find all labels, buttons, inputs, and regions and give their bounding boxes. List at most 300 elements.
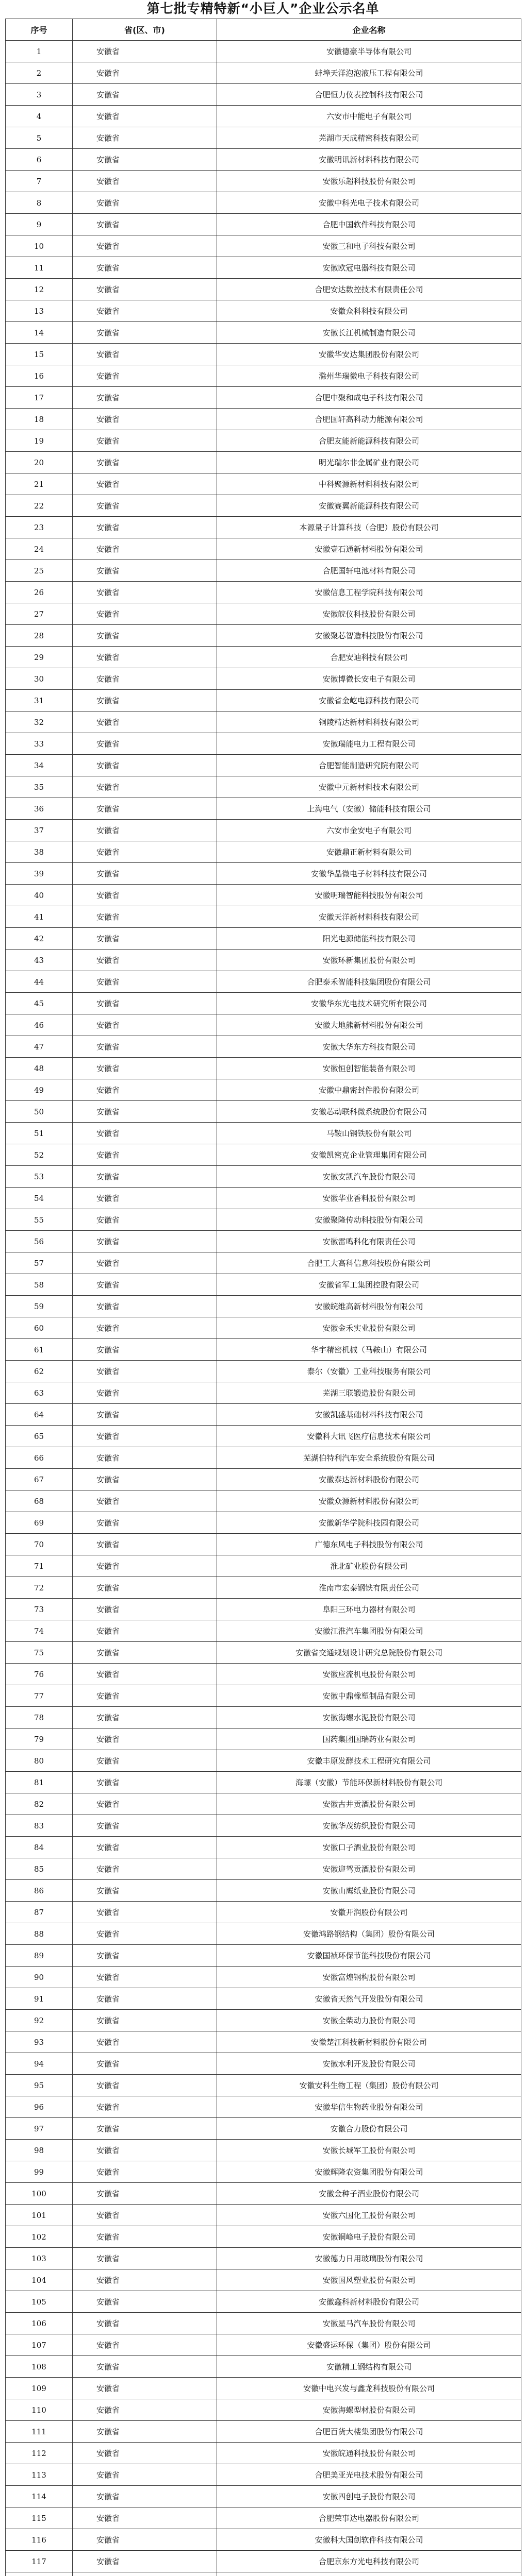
row-index: 99 <box>6 2161 73 2183</box>
table-row <box>6 1664 521 1685</box>
row-region: 安徽省 <box>73 538 217 560</box>
table-row <box>6 214 521 235</box>
table-row <box>6 863 521 885</box>
table-row <box>6 820 521 841</box>
row-index: 62 <box>6 1361 73 1382</box>
row-index: 92 <box>6 2010 73 2031</box>
row-company-name: 中科聚源新材料科技有限公司 <box>217 473 521 495</box>
row-index: 44 <box>6 971 73 993</box>
row-company-name: 安徽全柴动力股份有限公司 <box>217 2010 521 2031</box>
row-index: 71 <box>6 1555 73 1577</box>
table-row <box>6 106 521 127</box>
row-region: 安徽省 <box>73 387 217 409</box>
document-title: 第七批专精特新“小巨人”企业公示名单 <box>146 1 380 16</box>
row-index: 8 <box>6 192 73 214</box>
row-index: 2 <box>6 62 73 84</box>
table-row <box>6 1123 521 1144</box>
table-row <box>6 344 521 365</box>
row-index: 52 <box>6 1144 73 1166</box>
row-region: 安徽省 <box>73 1685 217 1707</box>
table-row <box>6 733 521 755</box>
table-row <box>6 2053 521 2075</box>
row-region: 安徽省 <box>73 2031 217 2053</box>
row-index: 22 <box>6 495 73 517</box>
table-row <box>6 517 521 538</box>
row-index: 91 <box>6 1988 73 2010</box>
row-company-name: 安徽丰原发酵技术工程研究有限公司 <box>217 1750 521 1772</box>
row-company-name: 安徽合力股份有限公司 <box>217 2118 521 2140</box>
row-company-name: 安徽海螺水泥股份有限公司 <box>217 1707 521 1728</box>
row-index: 86 <box>6 1880 73 1902</box>
row-company-name: 安徽恒创智能装备有限公司 <box>217 1058 521 1079</box>
row-region: 安徽省 <box>73 2507 217 2529</box>
table-row <box>6 1252 521 1274</box>
row-index: 110 <box>6 2399 73 2421</box>
row-company-name: 安徽富煌钢构股份有限公司 <box>217 1967 521 1988</box>
table-row <box>6 1750 521 1772</box>
row-index: 18 <box>6 409 73 430</box>
table-row <box>6 2205 521 2226</box>
row-region: 安徽省 <box>73 906 217 928</box>
row-index: 61 <box>6 1339 73 1361</box>
table-row <box>6 257 521 279</box>
table-row <box>6 1512 521 1534</box>
row-company-name: 安徽众源新材料股份有限公司 <box>217 1490 521 1512</box>
table-row <box>6 2399 521 2421</box>
row-company-name: 合肥荣事达电器股份有限公司 <box>217 2507 521 2529</box>
row-company-name: 淮南市宏泰钢铁有限责任公司 <box>217 1577 521 1599</box>
table-row <box>6 755 521 776</box>
row-region: 安徽省 <box>73 2421 217 2443</box>
row-company-name: 合肥工大高科信息科技股份有限公司 <box>217 1252 521 1274</box>
row-region: 安徽省 <box>73 171 217 192</box>
row-company-name: 安徽省天然气开发股份有限公司 <box>217 1988 521 2010</box>
table-row <box>6 1967 521 1988</box>
row-index: 108 <box>6 2356 73 2378</box>
row-company-name: 安徽聚隆传动科技股份有限公司 <box>217 1209 521 1231</box>
row-index: 113 <box>6 2464 73 2486</box>
row-region: 安徽省 <box>73 2399 217 2421</box>
table-row <box>6 1036 521 1058</box>
row-region: 安徽省 <box>73 582 217 603</box>
row-index: 75 <box>6 1642 73 1664</box>
table-row <box>6 1058 521 1079</box>
table-row <box>6 2356 521 2378</box>
table-row <box>6 1447 521 1469</box>
table-row <box>6 1837 521 1858</box>
table-header <box>6 19 521 41</box>
row-region: 安徽省 <box>73 2140 217 2161</box>
row-index: 54 <box>6 1188 73 1209</box>
row-index: 49 <box>6 1079 73 1101</box>
row-region: 安徽省 <box>73 2118 217 2140</box>
table-row <box>6 2010 521 2031</box>
row-index: 42 <box>6 928 73 950</box>
row-region: 安徽省 <box>73 344 217 365</box>
row-region: 安徽省 <box>73 1058 217 1079</box>
row-region: 安徽省 <box>73 300 217 322</box>
row-index: 60 <box>6 1317 73 1339</box>
row-region: 安徽省 <box>73 1144 217 1166</box>
row-index: 66 <box>6 1447 73 1469</box>
row-region: 安徽省 <box>73 279 217 300</box>
row-company-name: 阳光电源储能科技有限公司 <box>217 928 521 950</box>
row-company-name: 六安市金安电子有限公司 <box>217 820 521 841</box>
row-company-name: 安徽赛翼新能源科技有限公司 <box>217 495 521 517</box>
row-index: 78 <box>6 1707 73 1728</box>
table-row <box>6 1728 521 1750</box>
row-company-name: 安徽精工钢结构有限公司 <box>217 2356 521 2378</box>
row-company-name: 阜阳三环电力器材有限公司 <box>217 1599 521 1620</box>
table-row <box>6 993 521 1014</box>
row-company-name: 安徽应流机电股份有限公司 <box>217 1664 521 1685</box>
row-company-name: 广德东风电子科技股份有限公司 <box>217 1534 521 1555</box>
row-region: 安徽省 <box>73 1642 217 1664</box>
row-company-name: 安徽皖仪科技股份有限公司 <box>217 603 521 625</box>
table-row <box>6 452 521 473</box>
row-index: 103 <box>6 2248 73 2269</box>
row-index: 36 <box>6 798 73 820</box>
row-region: 安徽省 <box>73 1815 217 1837</box>
table-row <box>6 409 521 430</box>
row-company-name: 安徽长城军工股份有限公司 <box>217 2140 521 2161</box>
row-region: 安徽省 <box>73 1252 217 1274</box>
table-row <box>6 1534 521 1555</box>
row-region: 安徽省 <box>73 2551 217 2572</box>
table-row <box>6 2443 521 2464</box>
row-region: 安徽省 <box>73 2269 217 2291</box>
row-region: 安徽省 <box>73 2248 217 2269</box>
row-region: 安徽省 <box>73 647 217 668</box>
row-region: 安徽省 <box>73 41 217 62</box>
row-index: 23 <box>6 517 73 538</box>
row-index: 4 <box>6 106 73 127</box>
row-index: 53 <box>6 1166 73 1188</box>
row-index: 72 <box>6 1577 73 1599</box>
row-region: 安徽省 <box>73 430 217 452</box>
row-index: 94 <box>6 2053 73 2075</box>
row-region: 安徽省 <box>73 365 217 387</box>
table-row <box>6 1815 521 1837</box>
row-company-name: 合肥友能新能源科技有限公司 <box>217 430 521 452</box>
row-company-name: 安徽芯动联科微系统股份有限公司 <box>217 1101 521 1123</box>
row-region: 安徽省 <box>73 192 217 214</box>
row-region: 安徽省 <box>73 1209 217 1231</box>
row-index: 17 <box>6 387 73 409</box>
row-region: 安徽省 <box>73 2226 217 2248</box>
row-region: 安徽省 <box>73 62 217 84</box>
row-company-name: 安徽壹石通新材料股份有限公司 <box>217 538 521 560</box>
row-region: 安徽省 <box>73 2183 217 2205</box>
table-row <box>6 495 521 517</box>
table-row <box>6 1620 521 1642</box>
row-company-name: 安徽四创电子股份有限公司 <box>217 2486 521 2507</box>
row-index: 58 <box>6 1274 73 1296</box>
table-body <box>6 41 521 2576</box>
row-index: 90 <box>6 1967 73 1988</box>
header-row <box>6 19 521 41</box>
row-region: 安徽省 <box>73 2313 217 2334</box>
row-company-name: 安徽科大国创软件科技有限公司 <box>217 2529 521 2551</box>
row-company-name: 安徽中鼎橡塑制品有限公司 <box>217 1685 521 1707</box>
row-company-name: 芜湖三联锻造股份有限公司 <box>217 1382 521 1404</box>
table-row <box>6 625 521 647</box>
row-region: 安徽省 <box>73 452 217 473</box>
row-index: 40 <box>6 885 73 906</box>
row-index: 80 <box>6 1750 73 1772</box>
row-index: 111 <box>6 2421 73 2443</box>
table-row <box>6 885 521 906</box>
row-index: 7 <box>6 171 73 192</box>
row-region: 安徽省 <box>73 2096 217 2118</box>
table-row <box>6 2075 521 2096</box>
row-index: 101 <box>6 2205 73 2226</box>
row-company-name: 本源量子计算科技（合肥）股份有限公司 <box>217 517 521 538</box>
row-region: 安徽省 <box>73 1707 217 1728</box>
row-company-name: 安徽乐超科技股份有限公司 <box>217 171 521 192</box>
table-row <box>6 279 521 300</box>
row-index: 85 <box>6 1858 73 1880</box>
row-index: 32 <box>6 711 73 733</box>
table-row <box>6 2118 521 2140</box>
row-region: 安徽省 <box>73 1079 217 1101</box>
table-row <box>6 2551 521 2572</box>
table-row <box>6 1902 521 1923</box>
row-index: 29 <box>6 647 73 668</box>
table-row <box>6 1858 521 1880</box>
row-index: 65 <box>6 1426 73 1447</box>
row-region: 安徽省 <box>73 127 217 149</box>
table-row <box>6 1426 521 1447</box>
row-region: 安徽省 <box>73 2291 217 2313</box>
row-company-name <box>217 2572 521 2576</box>
row-company-name: 安徽长江机械制造有限公司 <box>217 322 521 344</box>
row-company-name: 芜湖市天成精密科技有限公司 <box>217 127 521 149</box>
row-region: 安徽省 <box>73 1880 217 1902</box>
row-region: 安徽省 <box>73 1274 217 1296</box>
row-company-name: 安徽安凯汽车股份有限公司 <box>217 1166 521 1188</box>
row-company-name: 安徽大华东方科技有限公司 <box>217 1036 521 1058</box>
row-index: 81 <box>6 1772 73 1793</box>
row-index: 104 <box>6 2269 73 2291</box>
row-company-name: 安徽新华学院科技园有限公司 <box>217 1512 521 1534</box>
row-index: 114 <box>6 2486 73 2507</box>
row-index: 96 <box>6 2096 73 2118</box>
row-index: 35 <box>6 776 73 798</box>
table-row <box>6 2161 521 2183</box>
row-region: 安徽省 <box>73 1339 217 1361</box>
table-row <box>6 365 521 387</box>
row-company-name: 安徽山鹰纸业股份有限公司 <box>217 1880 521 1902</box>
row-company-name: 安徽凯盛基础材料科技有限公司 <box>217 1404 521 1426</box>
row-region: 安徽省 <box>73 1967 217 1988</box>
row-region: 安徽省 <box>73 2010 217 2031</box>
row-index: 79 <box>6 1728 73 1750</box>
row-company-name: 安徽天洋新材料科技有限公司 <box>217 906 521 928</box>
row-region: 安徽省 <box>73 885 217 906</box>
table-row <box>6 798 521 820</box>
table-row <box>6 1144 521 1166</box>
row-region: 安徽省 <box>73 1988 217 2010</box>
row-region: 安徽省 <box>73 1296 217 1317</box>
row-index: 48 <box>6 1058 73 1079</box>
row-index: 56 <box>6 1231 73 1252</box>
row-company-name: 合肥泰禾智能科技集团股份有限公司 <box>217 971 521 993</box>
row-company-name: 安徽水利开发股份有限公司 <box>217 2053 521 2075</box>
row-region: 安徽省 <box>73 1750 217 1772</box>
row-index: 51 <box>6 1123 73 1144</box>
row-index: 74 <box>6 1620 73 1642</box>
row-index: 63 <box>6 1382 73 1404</box>
row-company-name: 合肥美亚光电技术股份有限公司 <box>217 2464 521 2486</box>
row-region: 安徽省 <box>73 668 217 690</box>
row-company-name: 安徽华晶微电子材料科技有限公司 <box>217 863 521 885</box>
row-company-name: 安徽德豪半导体有限公司 <box>217 41 521 62</box>
row-index: 93 <box>6 2031 73 2053</box>
row-region: 安徽省 <box>73 993 217 1014</box>
table-row <box>6 1923 521 1945</box>
row-index: 47 <box>6 1036 73 1058</box>
row-region <box>73 2572 217 2576</box>
table-row <box>6 1642 521 1664</box>
table-row <box>6 2464 521 2486</box>
table-row <box>6 971 521 993</box>
row-region: 安徽省 <box>73 1382 217 1404</box>
row-index: 16 <box>6 365 73 387</box>
row-company-name: 合肥百货大楼集团股份有限公司 <box>217 2421 521 2443</box>
table-row <box>6 1296 521 1317</box>
row-company-name: 安徽环新集团股份有限公司 <box>217 950 521 971</box>
row-index: 12 <box>6 279 73 300</box>
row-index: 77 <box>6 1685 73 1707</box>
row-index: 98 <box>6 2140 73 2161</box>
table-row <box>6 690 521 711</box>
row-index: 55 <box>6 1209 73 1231</box>
row-index: 68 <box>6 1490 73 1512</box>
table-row <box>6 473 521 495</box>
row-company-name: 安徽鸿路钢结构（集团）股份有限公司 <box>217 1923 521 1945</box>
row-company-name: 安徽星马汽车股份有限公司 <box>217 2313 521 2334</box>
table-row <box>6 1404 521 1426</box>
table-row <box>6 2529 521 2551</box>
row-region: 安徽省 <box>73 1469 217 1490</box>
row-company-name: 蚌埠天洋泡泡液压工程有限公司 <box>217 62 521 84</box>
row-region: 安徽省 <box>73 149 217 171</box>
row-company-name: 安徽华安达集团股份有限公司 <box>217 344 521 365</box>
row-index: 9 <box>6 214 73 235</box>
table-row <box>6 906 521 928</box>
row-index: 112 <box>6 2443 73 2464</box>
table-row <box>6 2269 521 2291</box>
table-row <box>6 1599 521 1620</box>
row-region: 安徽省 <box>73 1166 217 1188</box>
row-index: 20 <box>6 452 73 473</box>
row-index: 21 <box>6 473 73 495</box>
row-index: 28 <box>6 625 73 647</box>
row-index: 3 <box>6 84 73 106</box>
row-company-name: 安徽泰达新材料股份有限公司 <box>217 1469 521 1490</box>
row-region: 安徽省 <box>73 1101 217 1123</box>
row-index: 97 <box>6 2118 73 2140</box>
row-region: 安徽省 <box>73 257 217 279</box>
row-index: 73 <box>6 1599 73 1620</box>
row-index: 46 <box>6 1014 73 1036</box>
row-region: 安徽省 <box>73 1664 217 1685</box>
table-row <box>6 2031 521 2053</box>
row-index: 50 <box>6 1101 73 1123</box>
row-region: 安徽省 <box>73 2529 217 2551</box>
row-region: 安徽省 <box>73 1728 217 1750</box>
row-company-name: 安徽凯密克企业管理集团有限公司 <box>217 1144 521 1166</box>
row-company-name: 安徽海螺型材股份有限公司 <box>217 2399 521 2421</box>
table-row <box>6 300 521 322</box>
table-row <box>6 2226 521 2248</box>
row-index: 89 <box>6 1945 73 1967</box>
table-row <box>6 1079 521 1101</box>
row-region: 安徽省 <box>73 106 217 127</box>
table-row <box>6 2572 521 2576</box>
table-row <box>6 2507 521 2529</box>
row-region: 安徽省 <box>73 84 217 106</box>
table-row <box>6 430 521 452</box>
row-index: 82 <box>6 1793 73 1815</box>
row-region: 安徽省 <box>73 820 217 841</box>
row-region: 安徽省 <box>73 1361 217 1382</box>
header-company-name: 企业名称 <box>217 19 521 41</box>
table-row <box>6 2421 521 2443</box>
row-index: 67 <box>6 1469 73 1490</box>
row-company-name: 铜陵精达新材料科技有限公司 <box>217 711 521 733</box>
table-row <box>6 1014 521 1036</box>
table-row <box>6 1361 521 1382</box>
row-region: 安徽省 <box>73 1231 217 1252</box>
row-company-name: 安徽众科科技有限公司 <box>217 300 521 322</box>
row-region: 安徽省 <box>73 625 217 647</box>
row-company-name: 合肥恒力仪表控制科技有限公司 <box>217 84 521 106</box>
table-row <box>6 2183 521 2205</box>
table-row <box>6 2313 521 2334</box>
table-row <box>6 582 521 603</box>
table-row <box>6 2248 521 2269</box>
row-index: 34 <box>6 755 73 776</box>
table-row <box>6 841 521 863</box>
row-index: 13 <box>6 300 73 322</box>
row-index: 102 <box>6 2226 73 2248</box>
table-row <box>6 928 521 950</box>
row-company-name: 安徽六国化工股份有限公司 <box>217 2205 521 2226</box>
table-row <box>6 538 521 560</box>
table-row <box>6 1339 521 1361</box>
row-company-name: 合肥安迪科技有限公司 <box>217 647 521 668</box>
table-row <box>6 1274 521 1296</box>
row-index: 31 <box>6 690 73 711</box>
table-row <box>6 1793 521 1815</box>
row-company-name: 芜湖伯特利汽车安全系统股份有限公司 <box>217 1447 521 1469</box>
table-row <box>6 560 521 582</box>
table-row <box>6 1555 521 1577</box>
table-row <box>6 387 521 409</box>
row-index: 27 <box>6 603 73 625</box>
table-row <box>6 603 521 625</box>
table-row <box>6 950 521 971</box>
table-row <box>6 127 521 149</box>
table-row <box>6 62 521 84</box>
row-region: 安徽省 <box>73 971 217 993</box>
row-index <box>6 2572 73 2576</box>
row-region: 安徽省 <box>73 1945 217 1967</box>
row-company-name: 马鞍山钢铁股份有限公司 <box>217 1123 521 1144</box>
row-index: 116 <box>6 2529 73 2551</box>
